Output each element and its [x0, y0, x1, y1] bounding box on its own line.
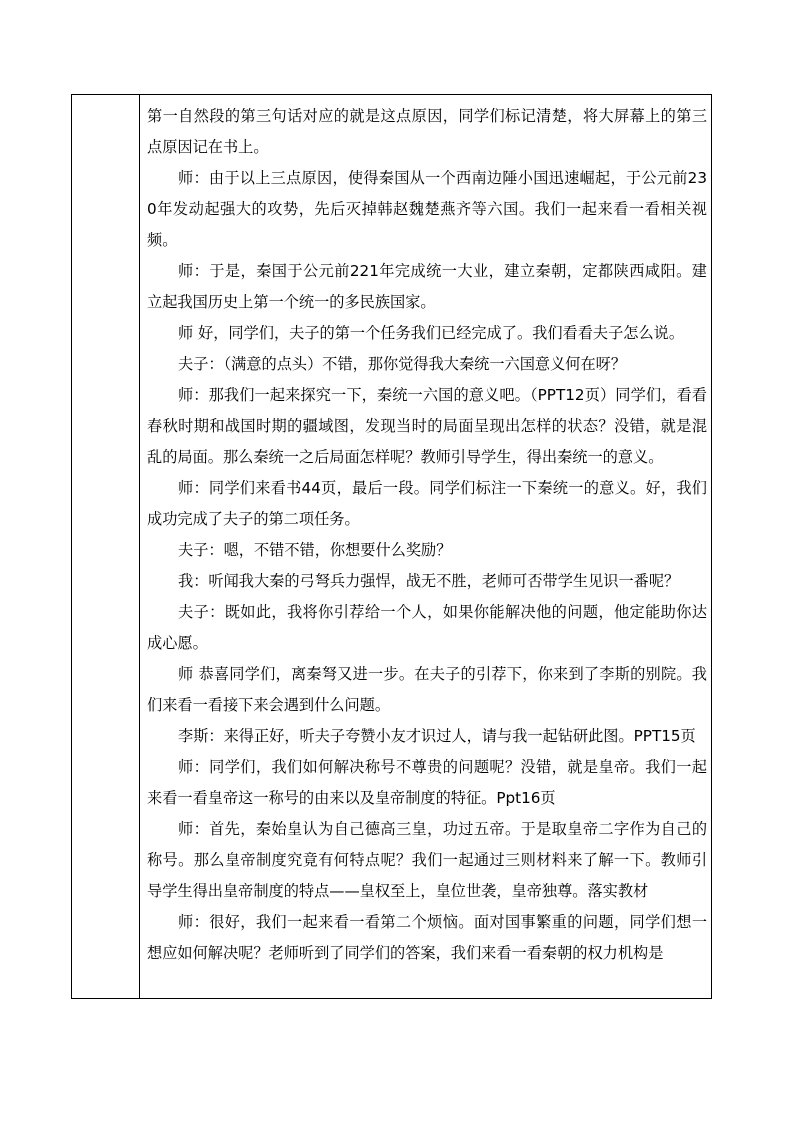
lesson-plan-table: [71, 94, 712, 999]
table-left-column: [72, 95, 140, 998]
paragraph-5: 夫子：（满意的点头）不错，那你觉得我大秦统一六国意义何在呀？: [178, 355, 627, 373]
paragraph-6: 师：那我们一起来探究一下，秦统一六国的意义吧。（PPT12页）同学们，看看春秋时期和战国时期的疆域图，发现当时的局面呈现出怎样的状态？没错，就是混乱的局面。那么秦统一之后局面怎样呢？教师引导学生，得出秦统一的意义。: [147, 386, 707, 466]
paragraph-13: 师：同学们，我们如何解决称号不尊贵的问题呢？没错，就是皇帝。我们一起来看一看皇帝这一称号的由来以及皇帝制度的特征。Ppt16页: [147, 758, 707, 807]
paragraph-2: 师：由于以上三点原因，使得秦国从一个西南边陲小国迅速崛起，于公元前230年发动起强大的攻势，先后灭掉韩赵魏楚燕齐等六国。我们一起来看一看相关视频。: [147, 169, 707, 249]
paragraph-4: 师 好，同学们，夫子的第一个任务我们已经完成了。我们看看夫子怎么说。: [178, 324, 685, 342]
paragraph-1: 第一自然段的第三句话对应的就是这点原因，同学们标记清楚，将大屏幕上的第三点原因记在书上。: [147, 107, 707, 156]
paragraph-7: 师：同学们来看书44页，最后一段。同学们标注一下秦统一的意义。好，我们成功完成了夫子的第二项任务。: [147, 479, 707, 528]
paragraph-15: 师：很好，我们一起来看一看第二个烦恼。面对国事繁重的问题，同学们想一想应如何解决呢？老师听到了同学们的答案，我们来看一看秦朝的权力机构是: [147, 913, 707, 962]
table-content-cell: [140, 95, 711, 998]
paragraph-9: 我：听闻我大秦的弓弩兵力强悍，战无不胜，老师可否带学生见识一番呢？: [178, 572, 680, 590]
paragraph-3: 师：于是，秦国于公元前221年完成统一大业，建立秦朝，定都陕西咸阳。建立起我国历史上第一个统一的多民族国家。: [147, 262, 707, 311]
paragraph-14: 师：首先，秦始皇认为自己德高三皇，功过五帝。于是取皇帝二字作为自己的称号。那么皇帝制度究竟有何特点呢？我们一起通过三则材料来了解一下。教师引导学生得出皇帝制度的特点——皇权至上，皇位世袭，皇帝独尊。落实教材: [147, 820, 707, 900]
paragraph-8: 夫子：嗯，不错不错，你想要什么奖励？: [178, 541, 452, 559]
paragraph-12: 李斯：来得正好，听夫子夸赞小友才识过人，请与我一起钻研此图。PPT15页: [178, 727, 696, 745]
paragraph-11: 师 恭喜同学们，离秦弩又进一步。在夫子的引荐下，你来到了李斯的别院。我们来看一看接下来会遇到什么问题。: [147, 665, 707, 714]
paragraph-10: 夫子：既如此，我将你引荐给一个人，如果你能解决他的问题，他定能助你达成心愿。: [147, 603, 707, 652]
